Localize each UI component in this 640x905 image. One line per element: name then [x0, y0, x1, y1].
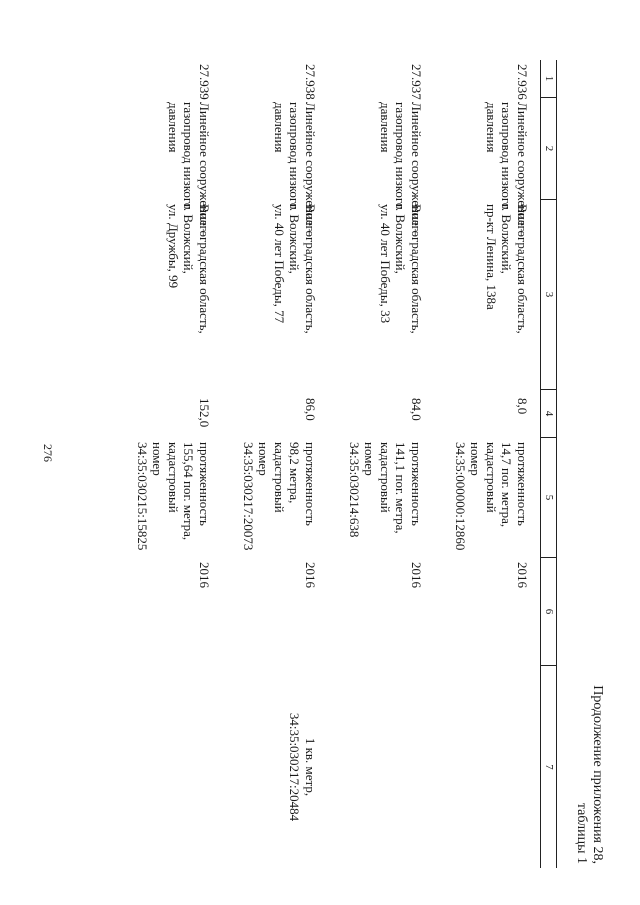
object-name — [328, 98, 434, 236]
object-note — [434, 666, 540, 868]
column-header: 4 — [541, 390, 556, 438]
object-description-line: протяженность — [197, 442, 212, 526]
object-name-line: газопровод низкого — [287, 102, 303, 210]
object-year: 2016 — [197, 562, 212, 588]
column-header: 1 — [541, 60, 556, 98]
object-description-line: 34:35:000000:12860 — [453, 442, 468, 551]
table-row — [328, 60, 434, 868]
object-description-line: протяженность — [409, 442, 424, 526]
object-address-line: г. Волжский, — [499, 204, 515, 274]
object-description-line: 155,64 пог. метра, — [181, 442, 197, 541]
object-name-line: Линейное сооружение – — [515, 102, 530, 236]
object-value: 152,0 — [197, 398, 212, 428]
object-address-line: г. Волжский, — [393, 204, 409, 274]
object-description-line: номер — [256, 442, 272, 476]
row-number: 27.937 — [409, 64, 424, 100]
object-description — [116, 438, 222, 558]
object-address-line: Волгоградская область, — [197, 204, 212, 334]
table-header-row — [540, 60, 557, 868]
table-row — [116, 60, 222, 868]
object-address-line: ул. 40 лет Победы, 33 — [378, 204, 393, 324]
object-address — [328, 200, 434, 390]
object-address-line: пр-кт Ленина, 138а — [484, 204, 499, 310]
object-address — [116, 200, 222, 390]
object-description-line: 141,1 пог. метра, — [393, 442, 409, 534]
object-address-line: Волгоградская область, — [409, 204, 424, 334]
object-note-line: 34:35:030217:20484 — [287, 712, 303, 822]
object-name-line: Линейное сооружение – — [197, 102, 212, 236]
object-name-line: Линейное сооружение – — [303, 102, 318, 236]
object-name — [222, 98, 328, 236]
object-name — [434, 98, 540, 236]
object-year: 2016 — [303, 562, 318, 588]
object-value: 8,0 — [515, 398, 530, 415]
column-header: 5 — [541, 438, 556, 558]
object-description-line: кадастровый — [272, 442, 287, 513]
object-description — [434, 438, 540, 558]
object-description-line: номер — [362, 442, 378, 476]
column-header: 7 — [543, 764, 555, 770]
object-name-line: давления — [272, 102, 287, 153]
object-address-line: г. Волжский, — [181, 204, 197, 274]
object-name-line: давления — [378, 102, 393, 153]
object-address-line: ул. Дружбы, 99 — [166, 204, 181, 289]
object-value: 86,0 — [303, 398, 318, 421]
object-description-line: 14,7 пог. метра, — [499, 442, 515, 528]
table-row — [434, 60, 540, 868]
object-description-line: 98,2 метра, — [287, 442, 303, 504]
row-number: 27.936 — [515, 64, 530, 100]
row-number: 27.939 — [197, 64, 212, 100]
object-note-line: 1 кв. метр, — [303, 737, 318, 797]
heading-line-2: таблицы 1 — [574, 802, 589, 864]
object-note — [116, 666, 222, 868]
object-address-line: ул. 40 лет Победы, 77 — [272, 204, 287, 324]
object-name-line: газопровод низкого — [499, 102, 515, 210]
heading-line-1: Продолжение приложения 28, — [590, 685, 605, 864]
object-year: 2016 — [409, 562, 424, 588]
column-header: 2 — [541, 98, 556, 200]
object-address-line: Волгоградская область, — [515, 204, 530, 334]
object-address — [222, 200, 328, 390]
object-description-line: протяженность — [515, 442, 530, 526]
object-name-line: газопровод низкого — [181, 102, 197, 210]
object-description — [328, 438, 434, 558]
page-number: 276 — [41, 444, 55, 462]
object-name — [116, 98, 222, 236]
property-table — [116, 60, 557, 868]
object-note — [222, 666, 328, 868]
object-description-line: 34:35:030215:15825 — [135, 442, 150, 551]
object-description-line: кадастровый — [166, 442, 181, 513]
object-description-line: кадастровый — [378, 442, 393, 513]
object-description-line: протяженность — [303, 442, 318, 526]
object-address — [434, 200, 540, 390]
column-header: 3 — [541, 200, 556, 390]
object-year: 2016 — [515, 562, 530, 588]
table-body — [116, 60, 540, 868]
object-description-line: кадастровый — [484, 442, 499, 513]
object-note — [328, 666, 434, 868]
column-header: 6 — [541, 558, 556, 666]
object-description — [222, 438, 328, 558]
object-description-line: 34:35:030214:638 — [347, 442, 362, 538]
rotated-page — [25, 30, 615, 890]
object-name-line: давления — [166, 102, 181, 153]
row-number: 27.938 — [303, 64, 318, 100]
object-description-line: номер — [150, 442, 166, 476]
object-name-line: давления — [484, 102, 499, 153]
object-name-line: Линейное сооружение – — [409, 102, 424, 236]
object-description-line: номер — [468, 442, 484, 476]
table-heading — [573, 30, 605, 864]
object-address-line: г. Волжский, — [287, 204, 303, 274]
object-address-line: Волгоградская область, — [303, 204, 318, 334]
object-description-line: 34:35:030217:20073 — [241, 442, 256, 551]
object-name-line: газопровод низкого — [393, 102, 409, 210]
object-value: 84,0 — [409, 398, 424, 421]
table-row — [222, 60, 328, 868]
